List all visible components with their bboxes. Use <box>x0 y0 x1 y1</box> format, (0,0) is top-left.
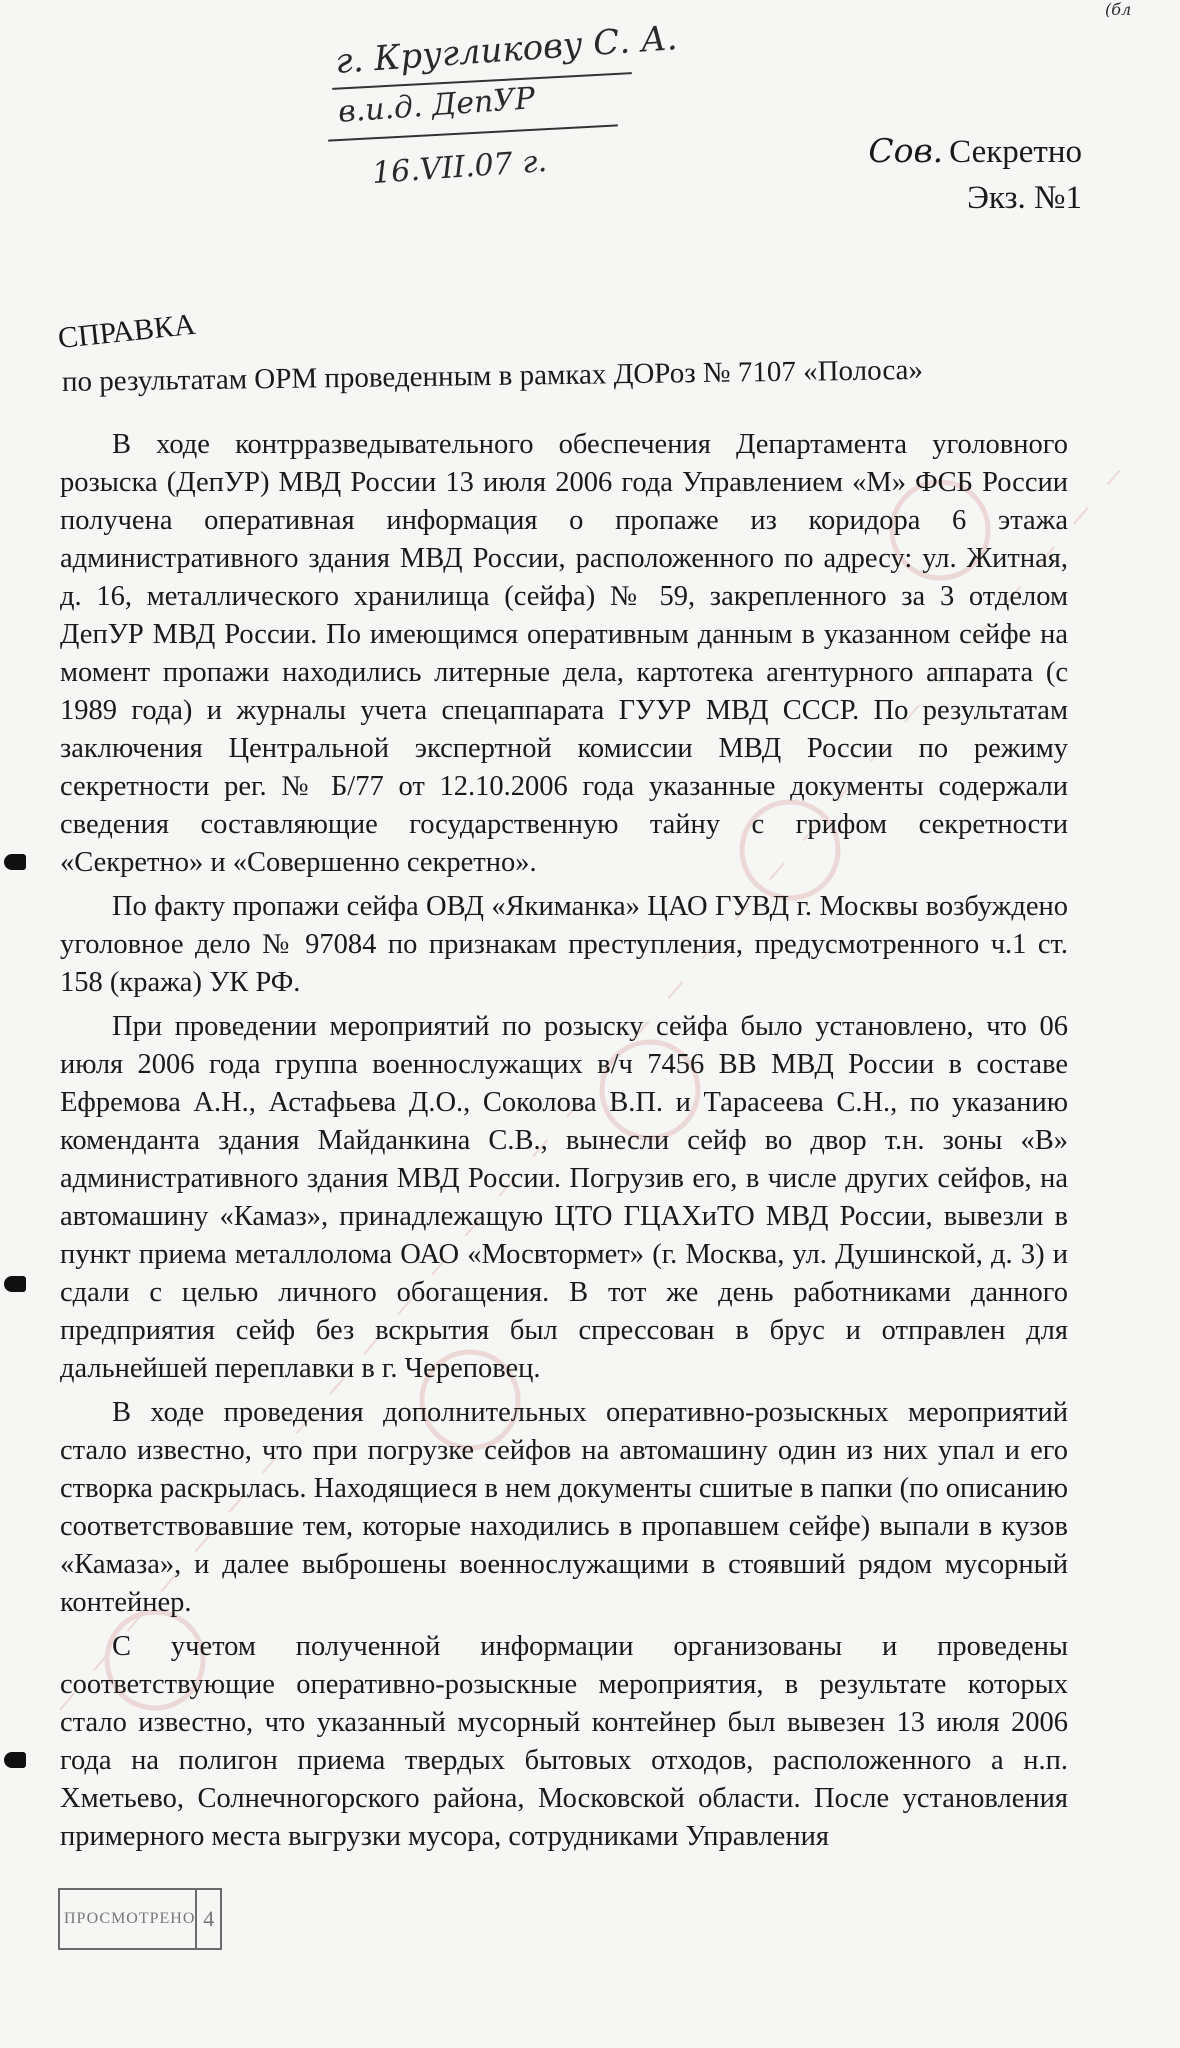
document-body <box>60 426 1068 1862</box>
paragraph: По факту пропажи сейфа ОВД «Якиманка» ЦАО ГУВД г. Москвы возбуждено уголовное дело № 97084 по признакам преступления, предусмотренного ч.1 ст. 158 (кража) УК РФ. <box>60 891 1068 998</box>
binding-hole-mark <box>4 1276 26 1292</box>
corner-mark: (бл <box>1105 0 1132 19</box>
binding-hole-mark <box>4 1752 26 1768</box>
copy-number: Экз. №1 <box>967 180 1082 216</box>
paragraph: При проведении мероприятий по розыску сейфа было установлено, что 06 июля 2006 года группа военнослужащих в/ч 7456 ВВ МВД России в составе Ефремова А.Н., Астафьева Д.О., Соколова В.П. и Тарасеева С.Н., по указанию коменданта здания Майданкина С.В., вынесли сейф во двор т.н. зоны «В» административного здания МВД России. Погрузив его, в числе других сейфов, на автомашину «Камаз», принадлежащую ЦТО ГЦАХиТО МВД России, вывезли в пункт приема металлолома ОАО «Мосвтормет» (г. Москва, ул. Душинской, д. 3) и сдали с целью личного обогащения. В тот же день работниками данного предприятия сейф без вскрытия был спрессован в брус и отправлен для дальнейшей переплавки в г. Череповец. <box>60 1011 1068 1384</box>
handwritten-addressee: г. Кругликову С. А. <box>334 18 679 82</box>
classification-line <box>868 128 1082 175</box>
binding-hole-mark <box>4 854 26 870</box>
paragraph: В ходе контрразведывательного обеспечения Департамента уголовного розыска (ДепУР) МВД России 13 июля 2006 года Управлением «М» ФСБ России получена оперативная информация о пропаже из коридора 6 этажа административного здания МВД России, расположенного по адресу: ул. Житная, д. 16, металлического хранилища (сейфа) № 59, закрепленного за 3 отделом ДепУР МВД России. По имеющимся оперативным данным в указанном сейфе на момент пропажи находились литерные дела, картотека агентурного аппарата (с 1989 года) и журналы учета спецаппарата ГУУР МВД СССР. По результатам заключения Центральной экспертной комиссии МВД России по режиму секретности рег. № Б/77 от 12.10.2006 года указанные документы содержали сведения составляющие государственную тайну с грифом секретности «Секретно» и «Совершенно секретно». <box>60 429 1068 878</box>
stamp-label: ПРОСМОТРЕНО <box>64 1910 196 1927</box>
classification-block <box>868 128 1082 221</box>
handwritten-signature-date: 16.VII.07 г. <box>370 143 549 192</box>
handwritten-classification-mark: Сов. <box>868 131 944 170</box>
paragraph: В ходе проведения дополнительных оперативно-розыскных мероприятий стало известно, что при погрузке сейфов на автомашину один из них упал и его створка раскрылась. Находящиеся в нем документы сшитые в папки (по описанию соответствовавшие тем, которые находились в пропавшем сейфе) выпали в кузов «Камаза», и далее выброшены военнослужащими в стоявший рядом мусорный контейнер. <box>60 1397 1068 1618</box>
classification-level: Секретно <box>949 134 1082 170</box>
paragraph: С учетом полученной информации организованы и проведены соответствующие оперативно-розыскные мероприятия, в результате которых стало известно, что указанный мусорный контейнер был вывезен 13 июля 2006 года на полигон приема твердых бытовых отходов, расположенного а н.п. Хметьево, Солнечногорского района, Московской области. После установления примерного места выгрузки мусора, сотрудниками Управления <box>60 1631 1068 1852</box>
title-block <box>56 307 924 400</box>
handwritten-position: в.и.д. ДепУР <box>337 81 537 130</box>
document-subtitle: по результатам ОРМ проведенным в рамках ДОРоз № 7107 «Полоса» <box>61 353 924 398</box>
stamp-page-number: 4 <box>195 1890 220 1948</box>
document-title: СПРАВКА <box>56 307 198 356</box>
reviewed-stamp <box>58 1888 222 1950</box>
